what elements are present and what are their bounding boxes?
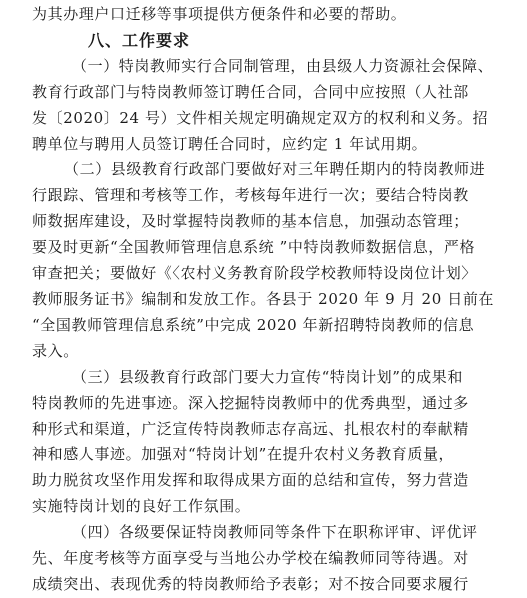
paragraph-1-line: 发〔2020〕24 号）文件相关规定明确规定双方的权利和义务。招	[32, 108, 489, 127]
paragraph-2-line: （二）县级教育行政部门要做好对三年聘任期内的特岗教师进	[64, 160, 486, 179]
paragraph-1-line: 聘单位与聘用人员签订聘任合同时，应约定 1 年试用期。	[32, 134, 428, 153]
paragraph-2-line: 审查把关；要做好《〈农村义务教育阶段学校教师特设岗位计划〉	[32, 264, 477, 283]
paragraph-2-line: 要及时更新“全国教师管理信息系统 ”中特岗教师数据信息，严格	[32, 238, 476, 257]
paragraph-4-line: 成绩突出、表现优秀的特岗教师给予表彰；对不按合同要求履行	[32, 575, 469, 593]
paragraph-3-line: 助力脱贫攻坚作用发挥和取得成果方面的总结和宣传，努力营造	[32, 471, 469, 490]
paragraph-3-line: 神和感人事迹。加强对“特岗计划”在提升农村义务教育质量，	[32, 445, 455, 464]
paragraph-1-line: （一）特岗教师实行合同制管理，由县级人力资源社会保障、	[72, 56, 494, 75]
paragraph-2-line: “全国教师管理信息系统”中完成 2020 年新招聘特岗教师的信息	[32, 315, 475, 334]
paragraph-3-line: （三）县级教育行政部门要大力宣传“特岗计划”的成果和	[72, 367, 463, 386]
paragraph-3-line: 种形式和渠道，广泛宣传特岗教师志存高远、扎根农村的奉献精	[32, 419, 469, 438]
paragraph-1-line: 教育行政部门与特岗教师签订聘任合同，合同中应按照（人社部	[32, 82, 469, 101]
text-line: 为其办理户口迁移等事项提供方便条件和必要的帮助。	[32, 5, 407, 23]
paragraph-4-line: （四）各级要保证特岗教师同等条件下在职称评审、评优评	[72, 523, 478, 542]
paragraph-2-line: 师数据库建设，及时掌握特岗教师的基本信息，加强动态管理；	[32, 212, 469, 231]
paragraph-3-line: 特岗教师的先进事迹。深入挖掘特岗教师中的优秀典型，通过多	[32, 393, 469, 412]
paragraph-3-line: 实施特岗计划的良好工作氛围。	[32, 497, 251, 516]
paragraph-4-line: 先、年度考核等方面享受与当地公办学校在编教师同等待遇。对	[32, 549, 469, 568]
paragraph-2-line: 录入。	[32, 341, 79, 360]
paragraph-2-line: 教师服务证书》编制和发放工作。各县于 2020 年 9 月 20 日前在	[32, 290, 495, 308]
paragraph-2-line: 行跟踪、管理和考核等工作，考核每年进行一次；要结合特岗教	[32, 186, 469, 205]
section-heading: 八、工作要求	[88, 30, 191, 50]
